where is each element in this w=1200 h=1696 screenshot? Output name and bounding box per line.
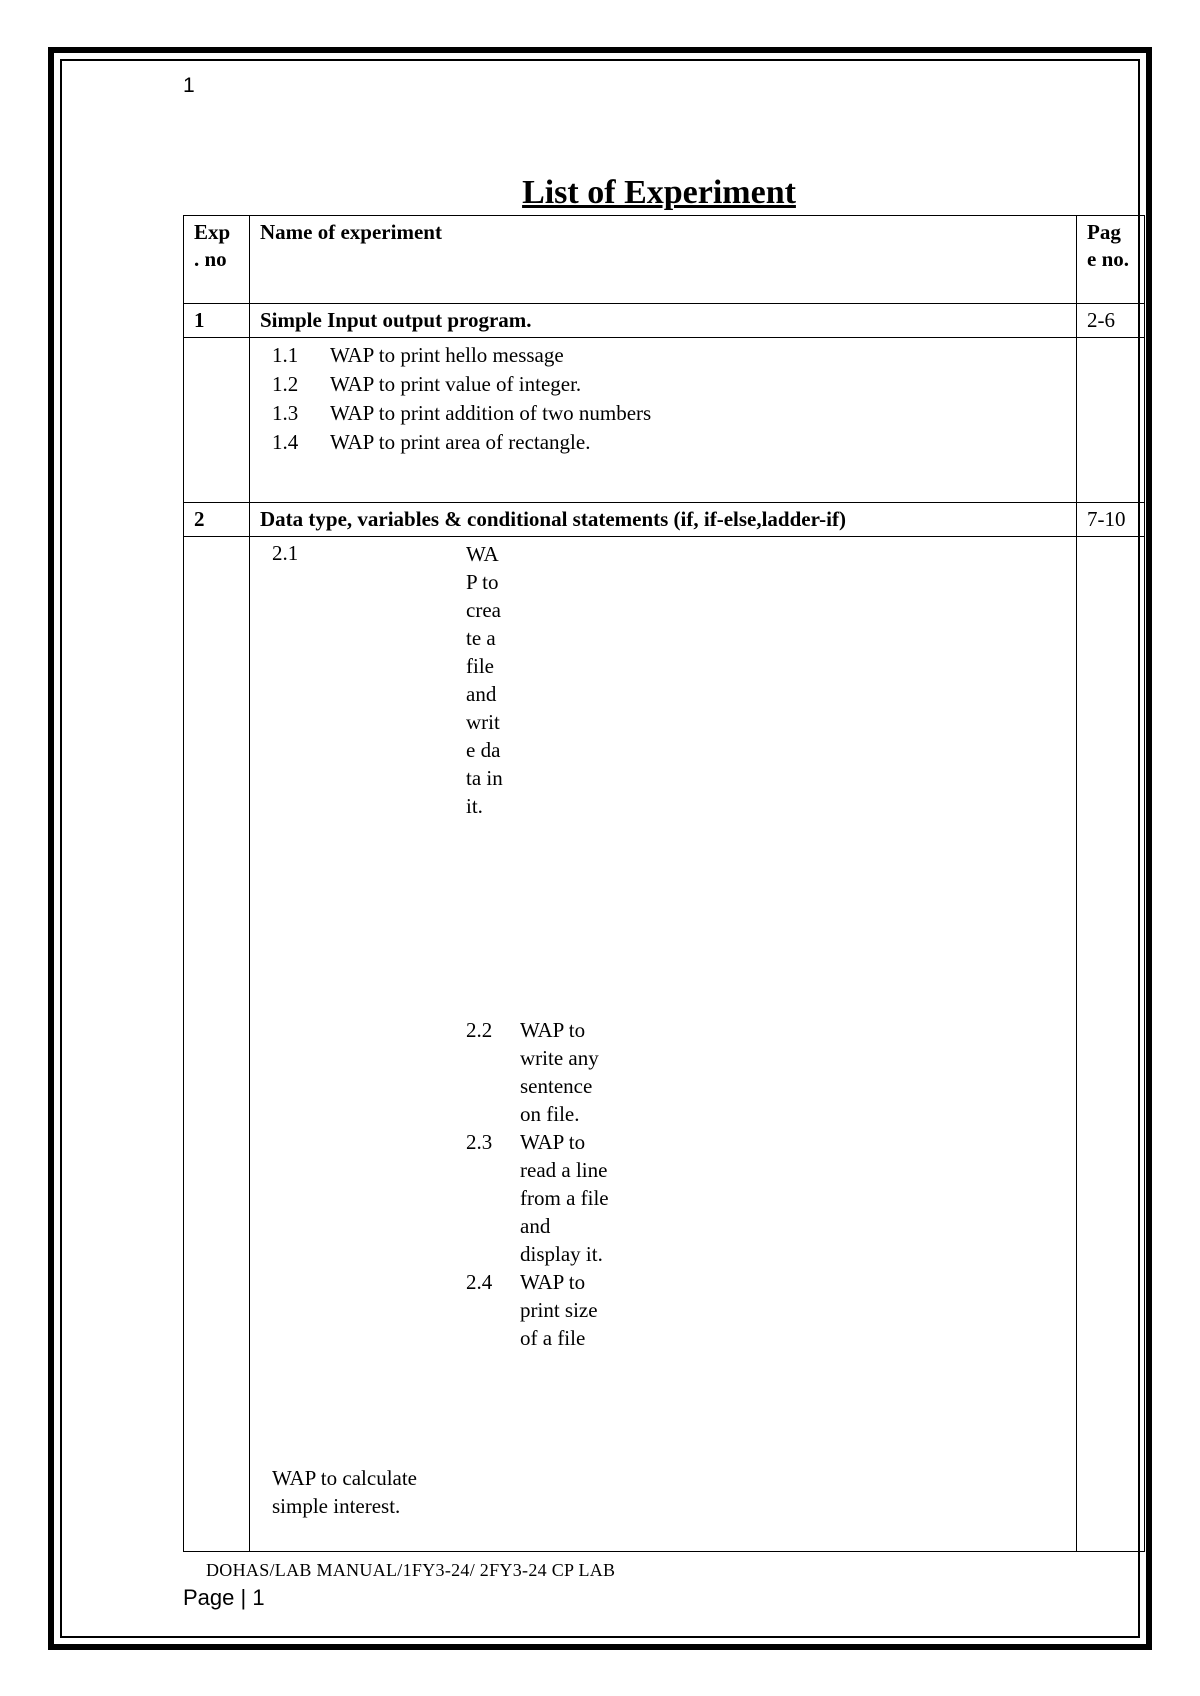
wrapped-item-text: WAP to create a file and write data in it. xyxy=(466,542,503,818)
list-item: 1.1 WAP to print hello message xyxy=(272,343,564,367)
page-number-top: 1 xyxy=(183,74,195,97)
sub-experiment-list xyxy=(250,338,1077,503)
page-range-cell: 2-6 xyxy=(1077,304,1145,338)
list-item: 2.3 WAP to read a line from a file and display it. xyxy=(466,1130,609,1266)
table-header-row xyxy=(184,216,1145,304)
header-exp-no: Exp . no xyxy=(184,216,250,304)
table-row xyxy=(184,304,1145,338)
footer-manual-code: DOHAS/LAB MANUAL/1FY3-24/ 2FY3-24 CP LAB xyxy=(206,1560,616,1580)
experiment-name-cell: Simple Input output program. xyxy=(250,304,1077,338)
list-item: 1.2 WAP to print value of integer. xyxy=(272,372,582,396)
exp-no-cell: 1 xyxy=(184,304,250,338)
nested-item-list xyxy=(466,1016,626,1352)
experiment-table xyxy=(183,215,1145,1552)
list-item: 1.3 WAP to print addition of two numbers xyxy=(272,401,652,425)
header-page-no: Pag e no. xyxy=(1077,216,1145,304)
list-item: 2.2 WAP to write any sentence on file. xyxy=(466,1018,599,1126)
experiment-name-cell: Data type, variables & conditional statements (if, if-else,ladder-if) xyxy=(250,503,1077,537)
page-range-cell: 7-10 xyxy=(1077,503,1145,537)
footer-page-number: Page | 1 xyxy=(183,1585,265,1610)
sub-experiment-list xyxy=(250,537,1077,1552)
item-number: 2.1 xyxy=(272,541,299,565)
page-title: List of Experiment xyxy=(522,174,796,211)
table-row xyxy=(184,338,1145,503)
table-row xyxy=(184,503,1145,537)
loose-item-text: WAP to calculate simple interest. xyxy=(272,1466,418,1518)
list-item: 1.4 WAP to print area of rectangle. xyxy=(272,430,591,454)
header-name: Name of experiment xyxy=(250,216,1077,304)
exp-no-cell: 2 xyxy=(184,503,250,537)
table-row xyxy=(184,537,1145,1552)
list-item: 2.4 WAP to print size of a file xyxy=(466,1270,598,1350)
